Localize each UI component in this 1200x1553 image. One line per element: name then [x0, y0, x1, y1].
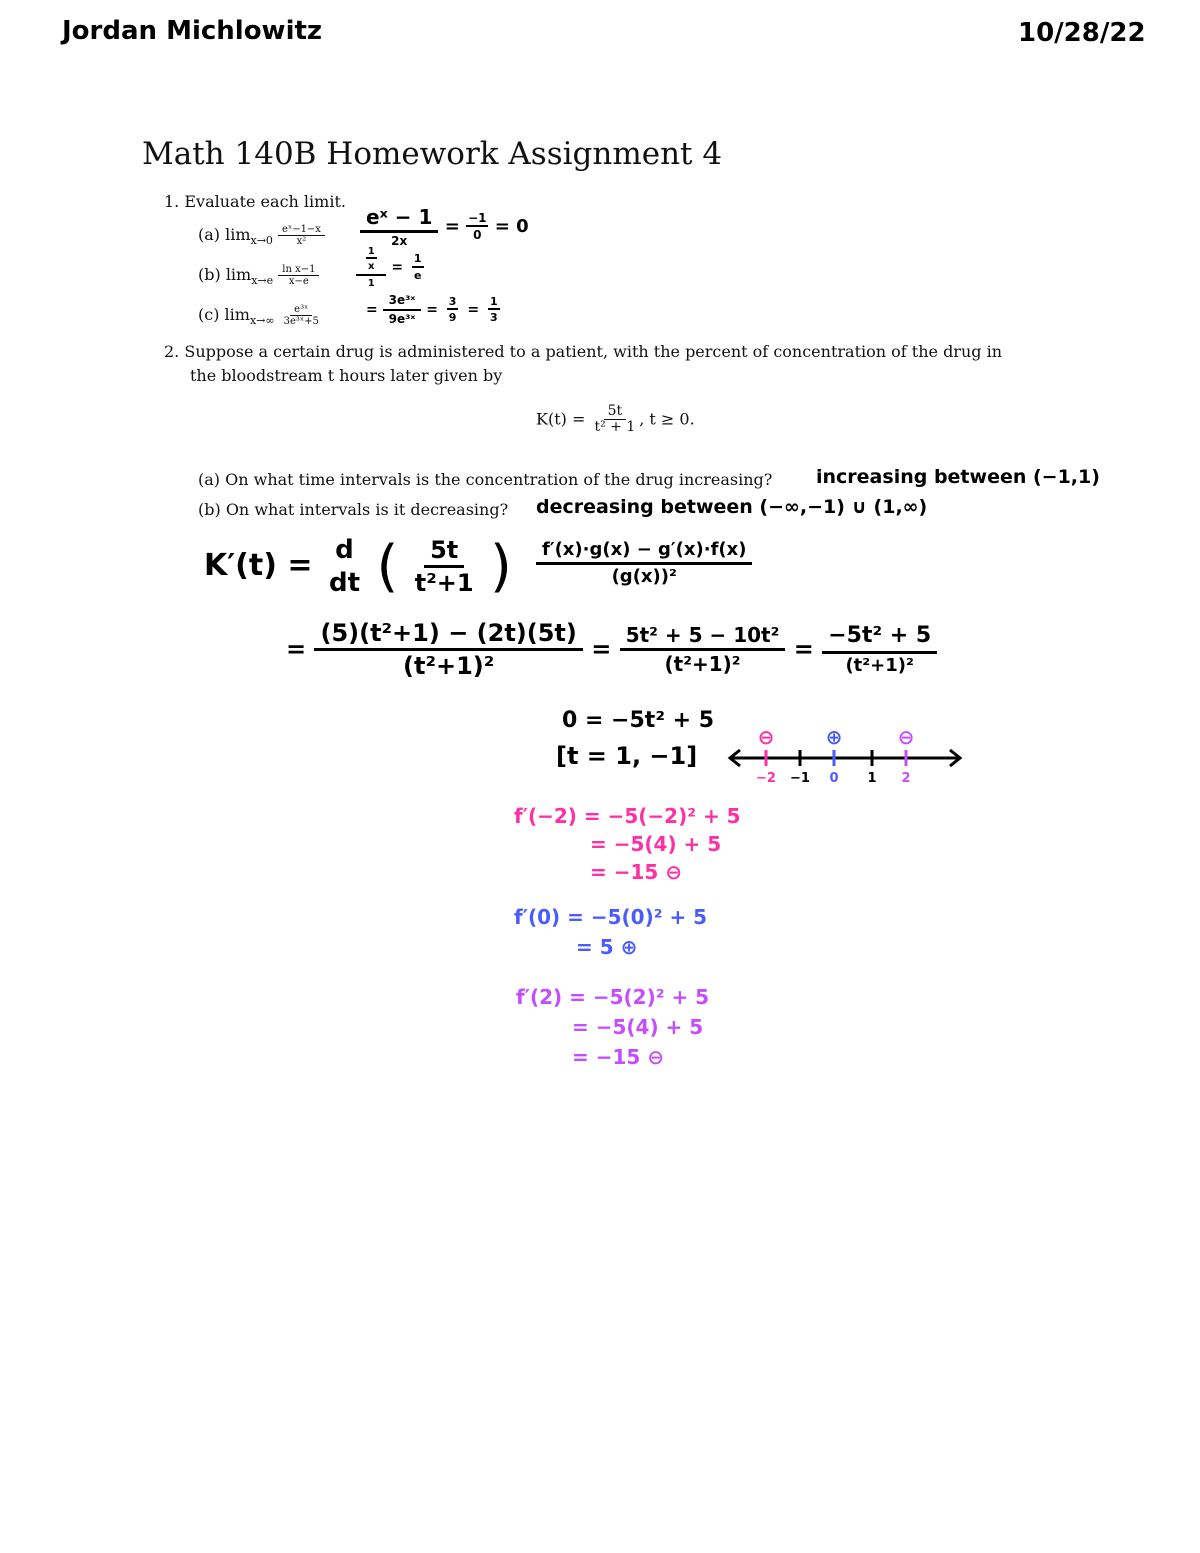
problem-1c-work-num: 3e³ˣ [383, 294, 422, 311]
problem-1-prompt: 1. Evaluate each limit. [164, 192, 346, 211]
quotient-rule [536, 540, 752, 587]
derivative-lhs: K′(t) = [204, 548, 313, 583]
problem-1c [198, 304, 323, 327]
problem-1a [198, 224, 325, 247]
problem-1c-work-frac2-num: 1 [488, 296, 500, 310]
problem-1b-sub: x→e [251, 274, 274, 288]
expansion-eq1: = [286, 634, 307, 663]
expansion-num3: −5t² + 5 [822, 624, 937, 653]
problem-1b-work-num-den: x [368, 261, 375, 272]
problem-1c-work [366, 294, 504, 326]
problem-1a-work-frac-num: −1 [466, 212, 488, 227]
problem-2b-answer: decreasing between (−∞,−1) ∪ (1,∞) [536, 496, 928, 518]
critical-roots: [t = 1, −1] [556, 742, 698, 770]
problem-1c-work-frac1-num: 3 [447, 296, 459, 310]
test-point-2 [516, 982, 709, 1072]
number-line-sign: ⊖ [757, 725, 775, 749]
formula-lhs: K(t) = [536, 409, 586, 429]
problem-1c-label: (c) lim [198, 305, 250, 324]
expansion-num2: 5t² + 5 − 10t² [620, 624, 786, 651]
number-line-sign: ⊖ [897, 725, 915, 749]
problem-1c-work-den: 9e³ˣ [388, 312, 416, 327]
number-line-sign: ⊕ [825, 725, 843, 749]
problem-1a-den: x² [296, 236, 307, 247]
test-0-line2: = 5 ⊕ [576, 935, 638, 959]
problem-1a-work [360, 206, 529, 248]
assignment-date: 10/28/22 [1018, 18, 1146, 48]
test-2-line3: = −15 ⊖ [572, 1045, 665, 1069]
problem-2a-answer: increasing between (−1,1) [816, 466, 1100, 488]
problem-1c-work-frac1-den: 9 [448, 311, 457, 325]
derivative-d: d [335, 534, 354, 565]
test-2-line1: f′(2) = −5(2)² + 5 [516, 985, 710, 1009]
test-neg2-line2: = −5(4) + 5 [590, 832, 722, 856]
problem-1b-work-den: 1 [367, 278, 375, 289]
problem-1c-den: 3e³ˣ+5 [283, 316, 319, 327]
test-neg2-line3: = −15 ⊖ [590, 860, 683, 884]
problem-1b-label: (b) lim [198, 265, 252, 284]
problem-1a-work-result: = 0 [494, 216, 529, 238]
number-line-tick-label: 0 [829, 771, 839, 786]
expansion-den3: (t²+1)² [845, 654, 914, 676]
number-line-tick-label: −1 [790, 771, 810, 786]
problem-1a-num: eˣ−1−x [278, 224, 325, 236]
quotient-rule-den: (g(x))² [611, 565, 677, 587]
problem-1b-work-num-num: 1 [367, 246, 375, 257]
expansion-den2: (t²+1)² [664, 652, 741, 677]
test-0-line1: f′(0) = −5(0)² + 5 [514, 905, 708, 929]
problem-1a-work-den: 2x [391, 234, 408, 248]
number-line-tick-label: 1 [867, 771, 877, 786]
derivative-num: 5t [424, 537, 464, 568]
student-name: Jordan Michlowitz [62, 16, 323, 46]
problem-1c-fraction [280, 304, 323, 327]
problem-2b-question: (b) On what intervals is it decreasing? [198, 500, 509, 519]
test-point-neg2 [514, 802, 741, 886]
problem-1b [198, 264, 319, 287]
formula-den: t² + 1 [594, 419, 636, 436]
zero-equation: 0 = −5t² + 5 [562, 708, 715, 733]
problem-1a-label: (a) lim [198, 225, 251, 244]
problem-1b-work-eq: = [391, 259, 404, 276]
problem-1b-work-frac-num: 1 [412, 253, 424, 267]
expansion-den1: (t²+1)² [403, 652, 495, 681]
problem-2-formula [536, 404, 695, 436]
problem-1b-den: x−e [288, 276, 309, 287]
derivative-dt: dt [328, 567, 361, 598]
problem-1c-work-eq2: = [426, 302, 438, 319]
expansion-eq3: = [793, 634, 814, 663]
derivative-line: K′(t) = d dt ( $\frac{5t}{\text{t²+1}}$ ) [204, 534, 512, 599]
expansion-num1: (5)(t²+1) − (2t)(5t) [314, 620, 582, 651]
problem-2-prompt-line1: 2. Suppose a certain drug is administered to a patient, with the percent of concentration of the drug in [164, 342, 1003, 361]
test-point-0 [514, 902, 707, 962]
problem-1a-work-eq: = [444, 216, 460, 238]
problem-1c-work-eq3: = [467, 302, 480, 319]
problem-1a-sub: x→0 [250, 234, 273, 248]
quotient-rule-num: f′(x)·g(x) − g′(x)·f(x) [536, 540, 752, 565]
problem-1a-fraction [278, 224, 325, 247]
page-title: Math 140B Homework Assignment 4 [142, 136, 723, 172]
formula-num: 5t [604, 404, 627, 420]
problem-1b-fraction [278, 264, 319, 287]
derivative-den: t²+1 [414, 569, 474, 597]
problem-2-prompt-line2: the bloodstream t hours later given by [190, 366, 503, 385]
number-line-tick-label: −2 [756, 771, 776, 786]
derivative-expansion [286, 620, 937, 680]
problem-1c-work-frac2-den: 3 [489, 311, 498, 325]
problem-1b-work [356, 246, 427, 289]
expansion-eq2: = [591, 634, 612, 663]
test-neg2-line1: f′(−2) = −5(−2)² + 5 [514, 804, 741, 828]
problem-1c-sub: x→∞ [249, 314, 275, 328]
formula-rhs: , t ≥ 0. [639, 409, 695, 429]
problem-2a-question: (a) On what time intervals is the concentration of the drug increasing? [198, 470, 773, 489]
problem-1b-num: ln x−1 [278, 264, 319, 276]
test-2-line2: = −5(4) + 5 [572, 1015, 704, 1039]
problem-1a-work-num: eˣ − 1 [360, 206, 438, 233]
problem-1c-num: e³ˣ [290, 304, 312, 316]
sign-chart [724, 724, 974, 788]
problem-1c-work-eq1: = [366, 302, 378, 319]
number-line-tick-label: 2 [901, 771, 911, 786]
problem-1a-work-frac-den: 0 [473, 228, 482, 243]
problem-1b-work-frac-den: e [413, 268, 422, 282]
